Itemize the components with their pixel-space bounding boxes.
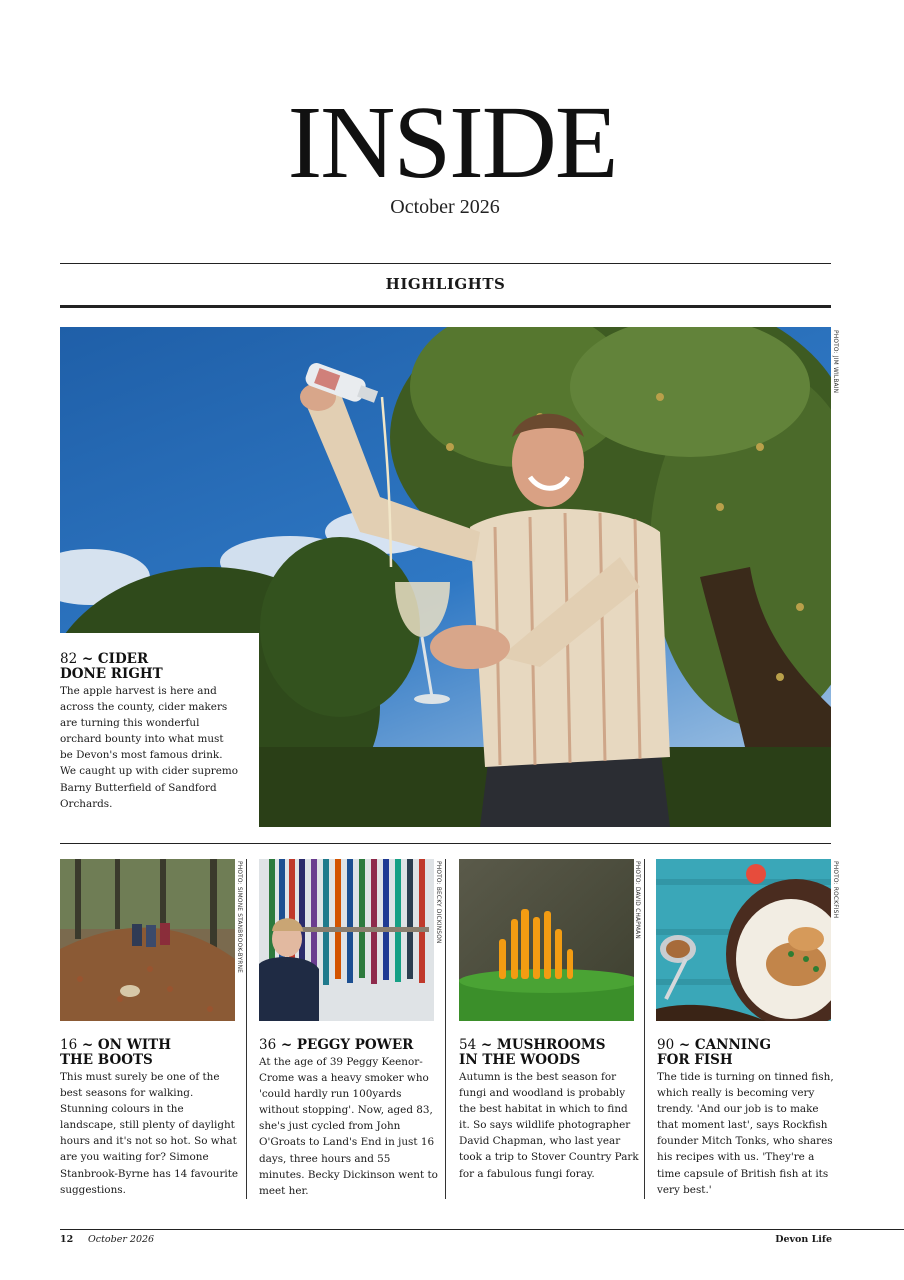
feature-title-line2: DONE RIGHT [60,666,163,682]
article-page-number: 36 [259,1037,277,1053]
thumb-walking [60,859,235,1021]
footer-rule [60,1229,904,1230]
footer-date: October 2026 [88,1234,155,1245]
article-page-number: 90 [657,1037,675,1053]
column-divider-1 [246,859,247,1199]
thumb-walking-credit: PHOTO: SIMONE STANBROOK-BYRNE [236,861,244,974]
article-separator: ~ [480,1037,493,1053]
thumb-peggy [259,859,434,1021]
article-title-line2: THE BOOTS [60,1052,153,1068]
article-title-line1: CANNING [694,1037,771,1053]
article-fish[interactable] [657,1038,837,1198]
article-mushrooms[interactable] [459,1038,639,1182]
article-body: At the age of 39 Peggy Keenor-Crome was a heavy smoker who 'could hardly run 100yards without stopping'. Now, aged 83, she's just cycled from John O'Groats to Land's End in just 16 days, three hours and 55 minutes. Becky Dickinson went to meet her. [259,1056,438,1197]
fungi-illustration [459,859,634,1021]
article-title-line2: FOR FISH [657,1052,733,1068]
masthead-date: October 2026 [390,196,500,218]
article-title-line1: PEGGY POWER [296,1037,414,1053]
article-title-line2: IN THE WOODS [459,1052,581,1068]
article-title-line1: MUSHROOMS [496,1037,606,1053]
feature-caption-box [60,633,259,827]
thumb-mushrooms-credit: PHOTO: DAVID CHAPMAN [634,861,642,939]
medals-illustration [259,859,434,1021]
column-divider-2 [445,859,446,1199]
feature-title-line1: CIDER [97,651,149,667]
article-separator: ~ [81,1037,94,1053]
tinned-fish-illustration [656,859,831,1021]
feature-separator: ~ [81,651,94,667]
article-page-number: 16 [60,1037,78,1053]
feature-page-number: 82 [60,651,78,667]
feature-body: The apple harvest is here and across the county, cider makers are turning this wonderful orchard bounty into what must be Devon's most famous drink. We caught up with cider supremo Barny Butterfield of Sandford Orchards. [60,685,238,810]
thumb-fish-credit: PHOTO: ROCKFISH [832,861,840,919]
column-divider-3 [644,859,645,1199]
masthead-title: INSIDE [287,85,617,200]
thumb-peggy-credit: PHOTO: BECKY DICKINSON [435,861,443,944]
section-heading: HIGHLIGHTS [385,275,506,293]
article-peggy[interactable] [259,1038,439,1199]
article-body: The tide is turning on tinned fish, which really is becoming very trendy. 'And our job is to make that moment last', says Rockfish founder Mitch Tonks, who shares his recipes with us. 'They're a time capsule of British fish at its very best.' [657,1071,834,1196]
article-body: This must surely be one of the best seasons for walking. Stunning colours in the landscape, still plenty of daylight hours and it's not so hot. So what are you waiting for? Simone Stanbrook-Byrne has 14 favourite suggestions. [60,1071,239,1196]
article-headline [259,1038,439,1053]
thumb-fish [656,859,831,1021]
article-walking[interactable] [60,1038,240,1198]
article-body: Autumn is the best season for fungi and woodland is probably the best habitat in which to find it. So says wildlife photographer David Chapman, who last year took a trip to Stover Country Park for a fabulous fungi foray. [459,1071,639,1180]
thumb-mushrooms [459,859,634,1021]
walking-illustration [60,859,235,1021]
article-separator: ~ [280,1037,293,1053]
article-title-line1: ON WITH [97,1037,171,1053]
heading-rule [60,305,831,308]
article-headline [459,1038,639,1068]
hero-photo-credit: PHOTO: JIM WILBAIN [832,330,840,394]
feature-headline [60,652,251,682]
mid-rule [60,843,831,844]
footer-magazine-name: Devon Life [775,1234,832,1245]
footer-page-number: 12 [60,1234,74,1245]
article-separator: ~ [678,1037,691,1053]
article-page-number: 54 [459,1037,477,1053]
article-headline [60,1038,240,1068]
top-rule [60,263,831,264]
article-headline [657,1038,837,1068]
